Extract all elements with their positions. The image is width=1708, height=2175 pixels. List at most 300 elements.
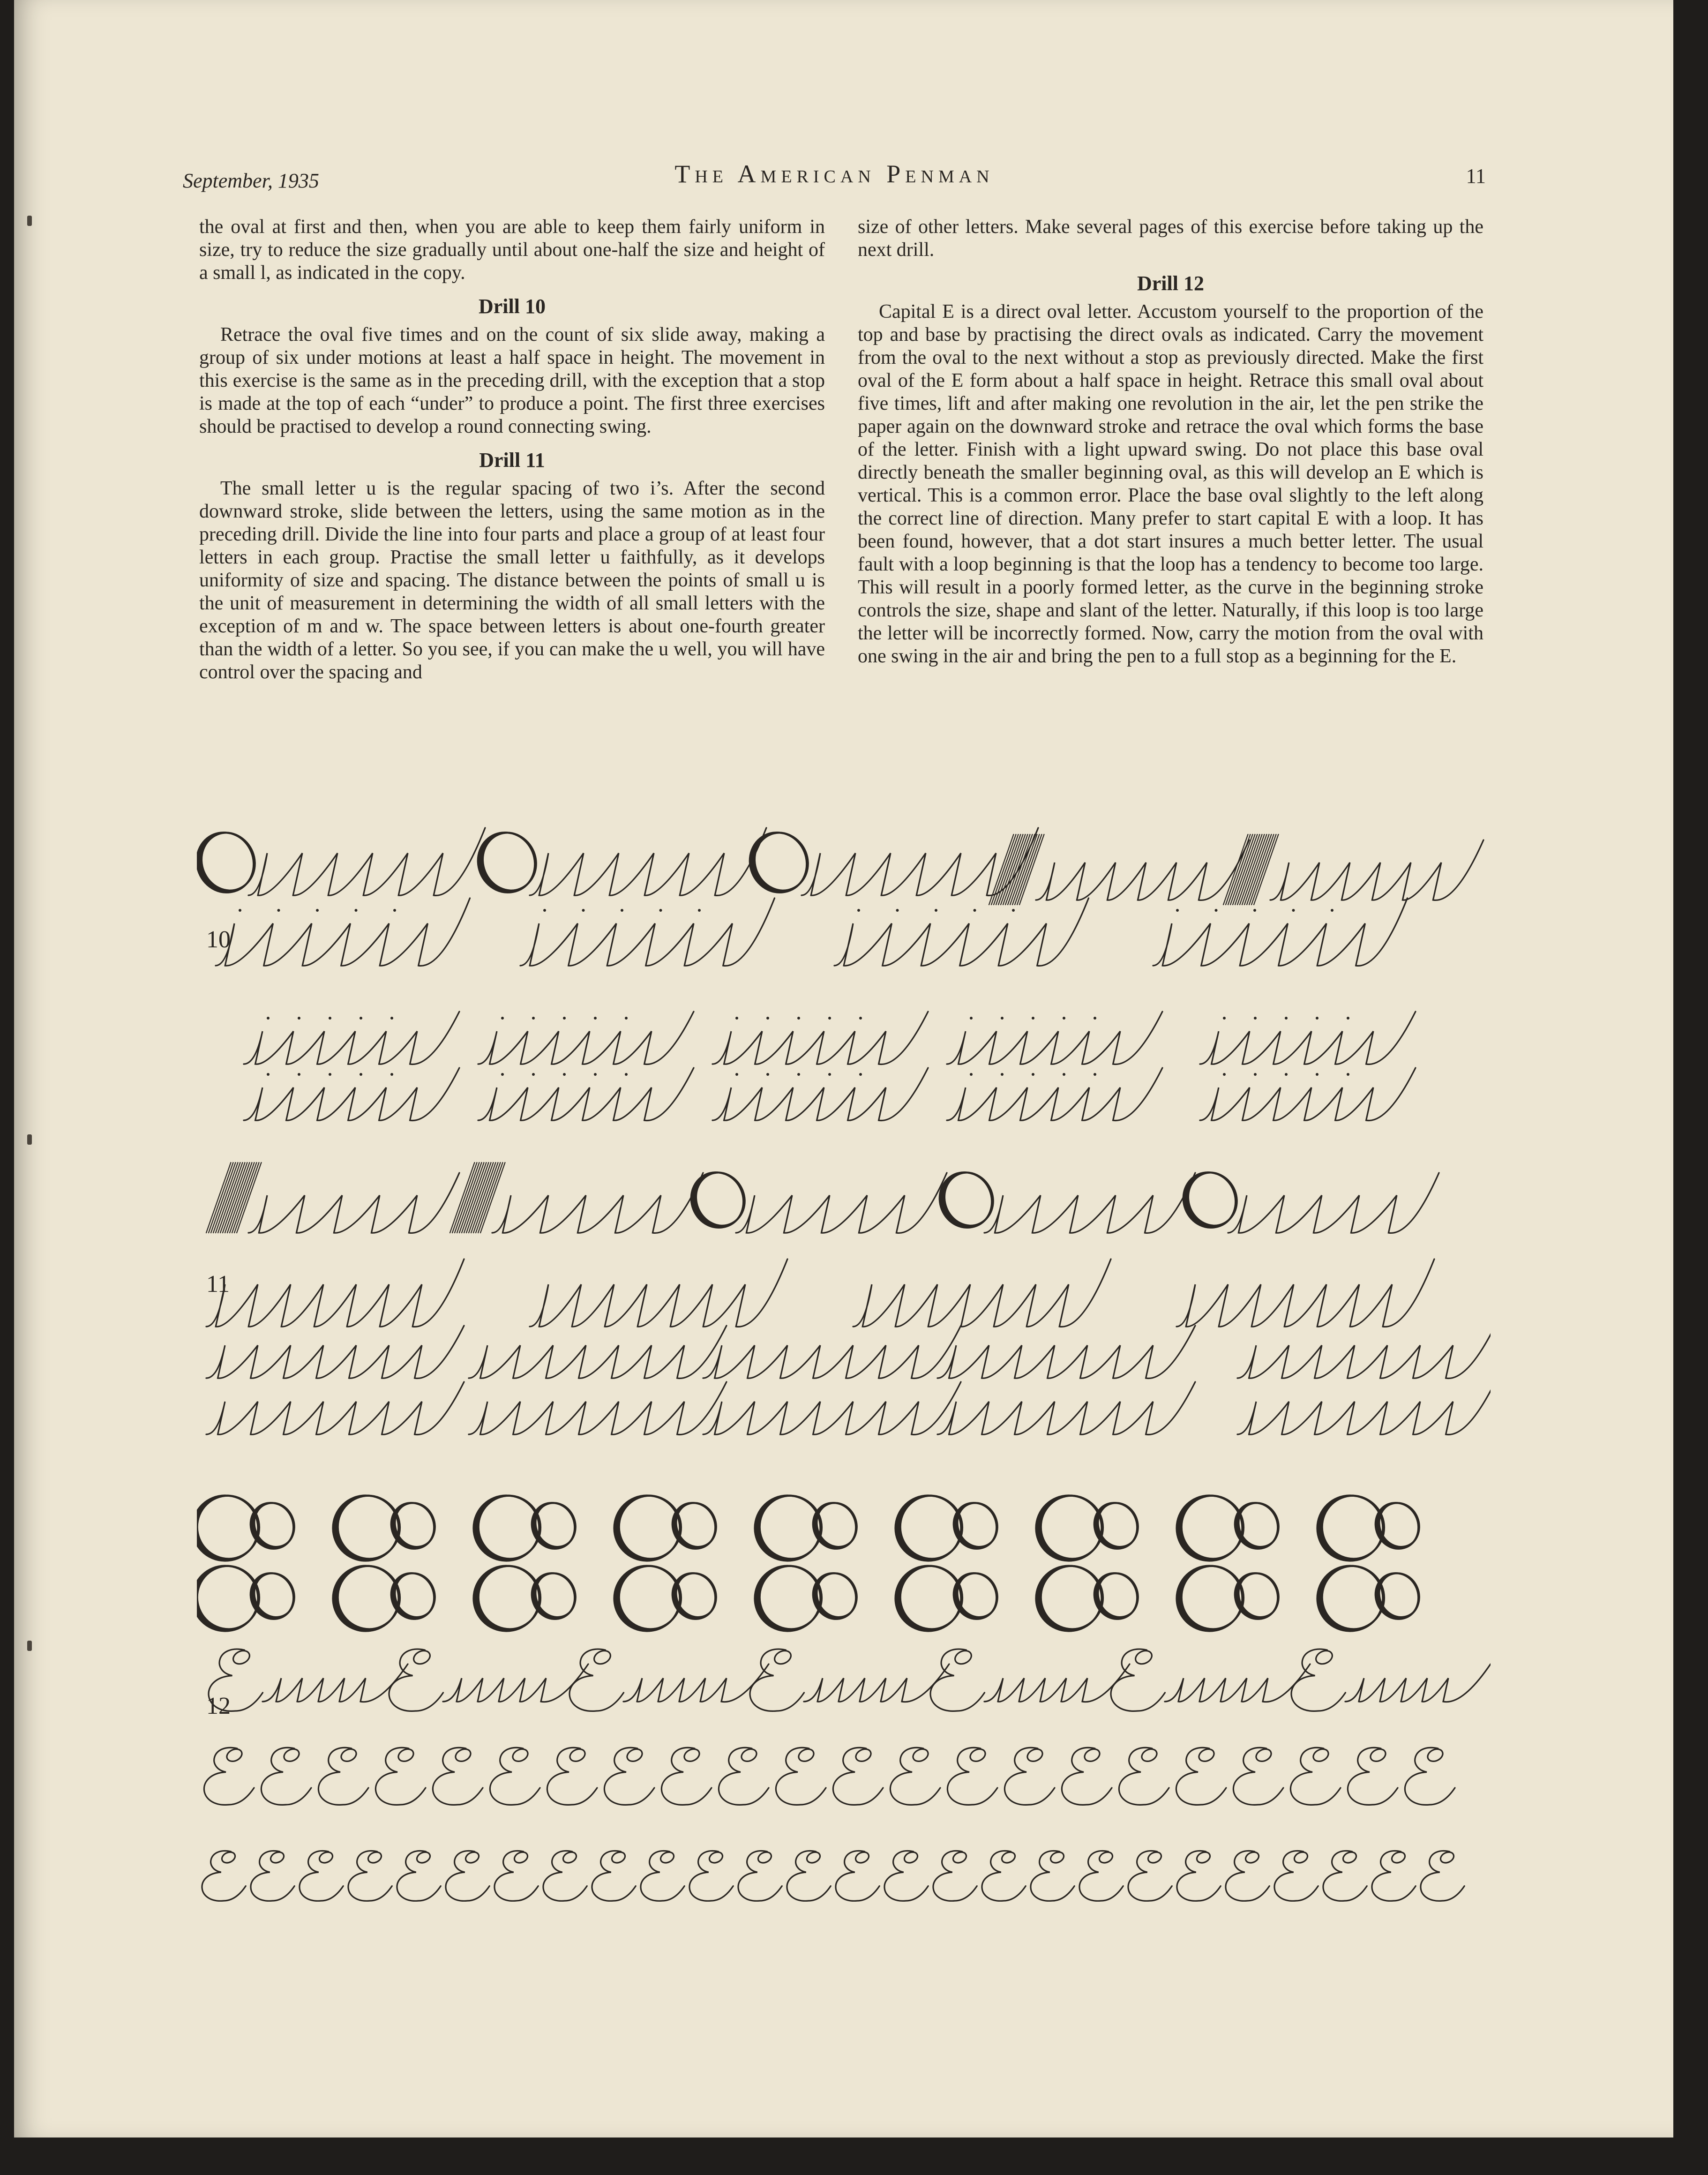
i-dot xyxy=(625,1017,628,1020)
under-motions xyxy=(492,1173,703,1233)
e-top-loop xyxy=(282,1747,301,1763)
small-e-group xyxy=(1165,1664,1310,1702)
capital-e xyxy=(836,1851,879,1901)
direct-oval xyxy=(329,1486,410,1568)
page-header xyxy=(183,159,1486,197)
capital-e xyxy=(1031,1851,1074,1901)
e-top-loop xyxy=(1195,1850,1212,1865)
i-dot xyxy=(625,1073,628,1076)
right-text-column xyxy=(858,216,1483,673)
e-top-loop xyxy=(1244,1850,1261,1865)
small-u-group xyxy=(703,1326,961,1379)
i-dot xyxy=(277,909,280,912)
intro-paragraph: the oval at first and then, when you are able to keep them fairly uniform in size, try to reduce the size gradually until about one-half the size and height of a small l, as indicated in the copy. xyxy=(199,216,825,284)
binding-staple xyxy=(27,216,32,226)
direct-oval xyxy=(607,1557,690,1640)
i-dot xyxy=(360,1073,362,1076)
drill-12-paragraph: Capital E is a direct oval letter. Accustom yourself to the proportion of the top and base by practising the direct ovals as indicated. Carry the movement from the oval to the next without a stop as previously directed. Make the first oval of the E form about a half space in height. Retrace this small oval about five times, lift and after making one revolution in the air, let the pen strike the paper again on the downward stroke and retrace the oval which forms the base of the letter. Finish with a light upward swing. Do not place this base oval directly beneath the smaller beginning oval, as this will develop an E which is vertical. This is a common error. Place the base oval slightly to the left along the correct line of direction. Many prefer to start capital E with a loop. It has been found, however, that a dot start insures a much better letter. The usual fault with a loop beginning is that the loop has a tendency to become too large. This will result in a poorly formed letter, as the curve in the beginning stroke controls the size, shape and slant of the letter. Naturally, if this loop is too large the letter will be incorrectly formed. Now, carry the motion from the oval with one swing in the air and bring the pen to a full stop as a beginning for the E. xyxy=(858,301,1483,667)
i-dot xyxy=(1331,909,1333,912)
magazine-title: The American Penman xyxy=(674,160,994,188)
page-number: 11 xyxy=(1466,165,1486,188)
push-pull-strokes xyxy=(989,834,1044,905)
i-dot xyxy=(797,1017,800,1020)
under-motions xyxy=(1270,840,1483,900)
capital-e xyxy=(1062,1748,1112,1805)
capital-e xyxy=(1323,1851,1367,1901)
direct-oval xyxy=(890,1556,972,1638)
retraced-oval xyxy=(745,824,816,899)
small-i-group xyxy=(478,1012,694,1065)
direct-oval xyxy=(1170,1557,1252,1640)
e-top-loop xyxy=(772,1648,793,1666)
drill-11-heading: Drill 11 xyxy=(479,449,545,472)
direct-oval xyxy=(1313,1557,1394,1638)
e-top-loop xyxy=(740,1747,759,1763)
e-top-loop xyxy=(911,1747,930,1763)
e-top-loop xyxy=(757,1850,773,1865)
i-dot xyxy=(594,1017,597,1020)
drill-10-paragraph: Retrace the oval five times and on the count of six slide away, making a group of six under motions at least a half space in height. The movement in this exercise is the same as in the preceding drill, with the exception that a stop is made at the top of each “under” to produce a point. The first three exercises should be practised to develop a round connecting swing. xyxy=(199,324,825,437)
binding-staple xyxy=(27,1134,32,1145)
small-u-group xyxy=(469,1326,727,1379)
i-dot xyxy=(698,909,701,912)
capital-e xyxy=(1177,1851,1221,1901)
capital-e xyxy=(982,1851,1026,1901)
i-dot xyxy=(859,1017,862,1020)
capital-e xyxy=(738,1851,782,1901)
i-dot xyxy=(329,1017,331,1020)
left-text-column xyxy=(199,216,825,689)
drill-10-label: 10 xyxy=(206,926,231,953)
direct-oval xyxy=(610,1557,691,1638)
small-u-group xyxy=(1237,1382,1491,1435)
capital-e xyxy=(261,1748,311,1805)
i-dot xyxy=(1292,909,1295,912)
penmanship-drill-plates xyxy=(197,806,1491,1959)
e-top-loop xyxy=(1000,1850,1017,1865)
e-top-loop xyxy=(659,1850,676,1865)
capital-e xyxy=(1176,1748,1226,1805)
small-i-group xyxy=(1153,898,1408,966)
i-dot xyxy=(735,1073,738,1076)
i-dot xyxy=(1285,1073,1288,1076)
e-top-loop xyxy=(625,1747,644,1763)
small-u-group xyxy=(469,1382,727,1435)
i-dot xyxy=(1032,1017,1034,1020)
e-top-loop xyxy=(1026,1747,1045,1763)
e-top-loop xyxy=(968,1747,988,1763)
retraced-oval xyxy=(473,824,544,899)
capital-e xyxy=(604,1748,654,1805)
i-dot xyxy=(828,1017,831,1020)
e-top-loop xyxy=(225,1747,244,1763)
i-dot xyxy=(896,909,899,912)
i-dot xyxy=(1347,1073,1349,1076)
direct-oval xyxy=(1032,1486,1113,1568)
direct-oval xyxy=(1311,1486,1393,1568)
small-u-group xyxy=(853,1259,1111,1327)
drill-11-label: 11 xyxy=(206,1271,230,1298)
e-top-loop xyxy=(318,1850,335,1865)
small-i-group xyxy=(947,1068,1162,1121)
direct-oval xyxy=(1311,1556,1393,1638)
capital-e xyxy=(1372,1851,1416,1901)
e-top-loop xyxy=(415,1850,432,1865)
i-dot xyxy=(766,1017,769,1020)
e-top-loop xyxy=(454,1747,473,1763)
e-top-loop xyxy=(1254,1747,1274,1763)
direct-oval xyxy=(326,1486,409,1569)
capital-e xyxy=(719,1748,769,1805)
i-dot xyxy=(1223,1017,1226,1020)
small-u-group xyxy=(206,1326,464,1379)
capital-e xyxy=(750,1649,804,1711)
capital-e xyxy=(833,1748,883,1805)
direct-oval xyxy=(1029,1486,1112,1569)
direct-oval xyxy=(1313,1486,1394,1568)
capital-e xyxy=(661,1748,712,1805)
drill-11-paragraph: The small letter u is the regular spacing of two i’s. After the second downward stroke, slide between the letters, using the same motion as in the preceding drill. Divide the line into four parts and place a group of at least four letters in each group. Practise the small letter u faithfully, as it develops uniformity of size and spacing. The distance between the points of small u is the unit of measurement in determining the width of all small letters with the exception of m and w. The space between letters is about one-fourth greater than the width of a letter. So you see, if you can make the u well, you will have control over the spacing and xyxy=(199,478,825,683)
i-dot xyxy=(1176,909,1179,912)
e-top-loop xyxy=(231,1648,252,1666)
e-top-loop xyxy=(397,1747,416,1763)
capital-e xyxy=(933,1851,977,1901)
small-e-group xyxy=(804,1664,949,1702)
direct-oval xyxy=(608,1486,690,1568)
e-top-loop xyxy=(708,1850,725,1865)
e-top-loop xyxy=(1197,1747,1216,1763)
capital-e xyxy=(204,1748,254,1805)
e-top-loop xyxy=(513,1850,530,1865)
capital-e xyxy=(202,1851,246,1901)
small-u-group xyxy=(206,1382,464,1435)
capital-e xyxy=(494,1851,538,1901)
i-dot xyxy=(1001,1073,1004,1076)
direct-oval xyxy=(1030,1486,1112,1568)
direct-oval xyxy=(467,1557,549,1640)
e-top-loop xyxy=(1426,1747,1445,1763)
small-i-group xyxy=(712,1012,928,1065)
e-top-loop xyxy=(1341,1850,1358,1865)
capital-e xyxy=(375,1748,426,1805)
small-i-group xyxy=(520,898,775,966)
i-dot xyxy=(828,1073,831,1076)
direct-oval xyxy=(469,1557,550,1638)
capital-e xyxy=(1421,1851,1464,1901)
i-dot xyxy=(298,1017,300,1020)
small-i-group xyxy=(244,1068,459,1121)
continuation-paragraph: size of other letters. Make several pages of this exercise before taking up the next drill. xyxy=(858,216,1483,261)
capital-e xyxy=(947,1748,997,1805)
i-dot xyxy=(1001,1017,1004,1020)
i-dot xyxy=(1094,1017,1096,1020)
capital-e xyxy=(300,1851,343,1901)
i-dot xyxy=(582,909,585,912)
i-dot xyxy=(563,1073,566,1076)
i-dot xyxy=(1316,1017,1318,1020)
i-dot xyxy=(594,1073,597,1076)
i-dot xyxy=(857,909,860,912)
under-motions xyxy=(984,1173,1195,1233)
direct-oval xyxy=(748,1557,831,1640)
direct-oval xyxy=(1171,1556,1253,1638)
capital-e xyxy=(318,1748,368,1805)
e-top-loop xyxy=(951,1850,968,1865)
i-dot xyxy=(621,909,623,912)
direct-oval xyxy=(891,1557,972,1638)
under-motions xyxy=(248,828,485,895)
i-dot xyxy=(974,909,976,912)
capital-e xyxy=(592,1851,636,1901)
e-top-loop xyxy=(220,1850,237,1865)
i-dot xyxy=(267,1073,270,1076)
small-i-group xyxy=(712,1068,928,1121)
direct-oval xyxy=(890,1486,972,1568)
i-dot xyxy=(390,1073,393,1076)
i-dot xyxy=(1223,1073,1226,1076)
i-dot xyxy=(393,909,396,912)
small-e-group xyxy=(984,1664,1130,1702)
capital-e xyxy=(397,1851,441,1901)
small-u-group xyxy=(1176,1259,1434,1327)
drill-10-heading: Drill 10 xyxy=(479,295,546,318)
small-i-group xyxy=(834,898,1089,966)
e-top-loop xyxy=(1049,1850,1066,1865)
e-top-loop xyxy=(610,1850,627,1865)
i-dot xyxy=(1215,909,1218,912)
e-top-loop xyxy=(568,1747,587,1763)
capital-e xyxy=(1226,1851,1269,1901)
i-dot xyxy=(298,1073,300,1076)
small-u-group xyxy=(937,1326,1195,1379)
capital-e xyxy=(209,1649,262,1711)
e-top-loop xyxy=(854,1747,873,1763)
e-top-loop xyxy=(592,1648,613,1666)
capital-e xyxy=(490,1748,540,1805)
i-dot xyxy=(766,1073,769,1076)
capital-e xyxy=(1233,1748,1283,1805)
e-top-loop xyxy=(1140,1747,1159,1763)
magazine-page xyxy=(14,0,1673,2138)
direct-oval xyxy=(468,1556,550,1638)
capital-e xyxy=(1291,1649,1345,1711)
direct-oval xyxy=(1171,1486,1253,1568)
direct-oval xyxy=(748,1486,831,1569)
binding-staple xyxy=(27,1641,32,1651)
i-dot xyxy=(1063,1073,1065,1076)
direct-oval xyxy=(469,1486,550,1568)
small-u-group xyxy=(206,1259,464,1327)
capital-e xyxy=(1290,1748,1341,1805)
capital-e xyxy=(389,1649,443,1711)
capital-e xyxy=(689,1851,733,1901)
e-top-loop xyxy=(367,1850,383,1865)
e-top-loop xyxy=(1439,1850,1456,1865)
under-motions xyxy=(1036,840,1249,900)
small-i-group xyxy=(1200,1068,1416,1121)
e-top-loop xyxy=(464,1850,481,1865)
i-dot xyxy=(355,909,358,912)
direct-oval xyxy=(1170,1486,1252,1569)
i-dot xyxy=(390,1017,393,1020)
direct-oval xyxy=(1172,1557,1253,1638)
direct-oval xyxy=(326,1557,409,1640)
i-dot xyxy=(1254,1017,1257,1020)
capital-e xyxy=(1119,1748,1169,1805)
i-dot xyxy=(1012,909,1015,912)
direct-oval xyxy=(889,1486,971,1569)
i-dot xyxy=(1032,1073,1034,1076)
i-dot xyxy=(501,1073,504,1076)
capital-e xyxy=(884,1851,928,1901)
direct-oval xyxy=(750,1557,832,1638)
i-dot xyxy=(1285,1017,1288,1020)
direct-oval xyxy=(750,1486,832,1568)
capital-e xyxy=(1079,1851,1123,1901)
i-dot xyxy=(859,1073,862,1076)
direct-oval xyxy=(749,1486,831,1568)
issue-date: September, 1935 xyxy=(183,169,319,192)
direct-oval xyxy=(749,1556,831,1638)
i-dot xyxy=(329,1073,331,1076)
drill-12-label: 12 xyxy=(206,1693,231,1719)
capital-e xyxy=(348,1851,392,1901)
small-u-group xyxy=(703,1382,961,1435)
e-top-loop xyxy=(1311,1747,1331,1763)
e-top-loop xyxy=(339,1747,359,1763)
direct-oval xyxy=(327,1556,409,1638)
direct-oval xyxy=(329,1557,410,1638)
e-top-loop xyxy=(412,1648,432,1666)
capital-e xyxy=(543,1851,587,1901)
i-dot xyxy=(532,1073,535,1076)
small-i-group xyxy=(947,1012,1162,1065)
e-top-loop xyxy=(805,1850,822,1865)
capital-e xyxy=(433,1748,483,1805)
e-top-loop xyxy=(1314,1648,1334,1666)
small-e-group xyxy=(623,1664,769,1702)
i-dot xyxy=(532,1017,535,1020)
capital-e xyxy=(1128,1851,1172,1901)
i-dot xyxy=(735,1017,738,1020)
capital-e xyxy=(776,1748,826,1805)
i-dot xyxy=(1254,1073,1257,1076)
small-i-group xyxy=(216,898,470,966)
e-top-loop xyxy=(953,1648,974,1666)
push-pull-strokes xyxy=(206,1162,262,1233)
capital-e xyxy=(569,1649,623,1711)
i-dot xyxy=(1253,909,1256,912)
small-i-group xyxy=(244,1012,459,1065)
capital-e xyxy=(1348,1748,1398,1805)
e-top-loop xyxy=(1293,1850,1310,1865)
under-motions xyxy=(736,1173,947,1233)
small-u-group xyxy=(530,1259,787,1327)
direct-oval xyxy=(607,1486,690,1569)
i-dot xyxy=(1347,1017,1349,1020)
i-dot xyxy=(316,909,319,912)
i-dot xyxy=(360,1017,362,1020)
capital-e xyxy=(787,1851,831,1901)
direct-oval xyxy=(327,1486,409,1568)
i-dot xyxy=(797,1073,800,1076)
under-motions xyxy=(530,828,766,895)
direct-oval xyxy=(467,1486,549,1569)
direct-oval xyxy=(1029,1557,1112,1640)
capital-e xyxy=(446,1851,489,1901)
capital-e xyxy=(1111,1649,1165,1711)
small-i-group xyxy=(1200,1012,1416,1065)
capital-e xyxy=(251,1851,294,1901)
penmanship-rows xyxy=(197,824,1491,1901)
i-dot xyxy=(1316,1073,1318,1076)
small-i-group xyxy=(478,1068,694,1121)
capital-e xyxy=(547,1748,597,1805)
e-top-loop xyxy=(1369,1747,1388,1763)
i-dot xyxy=(267,1017,270,1020)
small-u-group xyxy=(937,1382,1195,1435)
i-dot xyxy=(970,1017,973,1020)
e-top-loop xyxy=(797,1747,816,1763)
e-top-loop xyxy=(562,1850,578,1865)
small-u-group xyxy=(1237,1326,1491,1379)
i-dot xyxy=(239,909,241,912)
direct-oval xyxy=(468,1486,550,1568)
e-top-loop xyxy=(903,1850,920,1865)
direct-oval xyxy=(889,1557,971,1640)
small-e-group xyxy=(443,1664,588,1702)
direct-oval xyxy=(1172,1486,1253,1568)
e-top-loop xyxy=(682,1747,702,1763)
push-pull-strokes xyxy=(450,1162,505,1233)
direct-oval xyxy=(891,1486,972,1568)
drill-12-heading: Drill 12 xyxy=(1137,272,1204,295)
direct-oval xyxy=(1030,1556,1112,1638)
push-pull-strokes xyxy=(1223,834,1279,905)
small-e-group xyxy=(262,1664,408,1702)
e-top-loop xyxy=(1098,1850,1115,1865)
small-e-group xyxy=(1345,1664,1491,1702)
direct-oval xyxy=(1032,1557,1113,1638)
i-dot xyxy=(659,909,662,912)
i-dot xyxy=(1063,1017,1065,1020)
direct-oval xyxy=(1311,1557,1393,1640)
under-motions xyxy=(1228,1173,1439,1233)
capital-e xyxy=(1405,1748,1455,1805)
e-top-loop xyxy=(1390,1850,1407,1865)
i-dot xyxy=(1094,1073,1096,1076)
direct-oval xyxy=(608,1556,690,1638)
capital-e xyxy=(930,1649,984,1711)
i-dot xyxy=(935,909,937,912)
direct-oval xyxy=(610,1486,691,1568)
e-top-loop xyxy=(511,1747,530,1763)
e-top-loop xyxy=(1146,1850,1163,1865)
direct-oval xyxy=(1311,1486,1393,1569)
capital-e xyxy=(1274,1851,1318,1901)
capital-e xyxy=(890,1748,940,1805)
i-dot xyxy=(970,1073,973,1076)
e-top-loop xyxy=(1083,1747,1102,1763)
e-top-loop xyxy=(854,1850,871,1865)
i-dot xyxy=(543,909,546,912)
e-top-loop xyxy=(1133,1648,1154,1666)
i-dot xyxy=(563,1017,566,1020)
capital-e xyxy=(1004,1748,1055,1805)
e-top-loop xyxy=(269,1850,286,1865)
capital-e xyxy=(641,1851,684,1901)
i-dot xyxy=(501,1017,504,1020)
